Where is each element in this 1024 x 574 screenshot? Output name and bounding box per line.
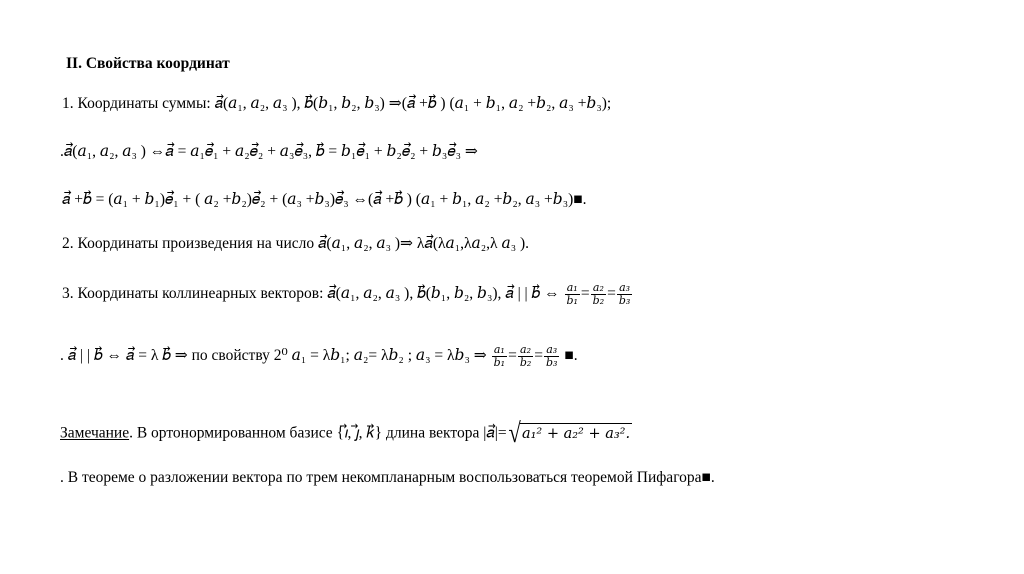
property-3-text: 3. Координаты коллинеарных векторов: 𝑎⃗(𝑎₁, 𝑎₂, 𝑎₃ ), 𝑏⃗(𝑏₁, 𝑏₂, 𝑏₃), 𝑎⃗ | | 𝑏⃗ ⇔ xyxy=(62,285,564,303)
remark-text: . В ортонормированном базисе {𝚤⃗, 𝚥⃗, 𝑘⃗} длина вектора |𝑎⃗|= xyxy=(129,424,507,442)
proof-1-line-1 xyxy=(60,142,478,162)
equals-sign: = xyxy=(534,347,544,365)
proof-1-text: .𝑎⃗(𝑎₁, 𝑎₂, 𝑎₃ ) ⇔𝑎⃗ = 𝑎₁𝑒⃗₁ + 𝑎₂𝑒⃗₂ + 𝑎₃𝑒⃗₃, 𝑏⃗ = 𝑏₁𝑒⃗₁ + 𝑏₂𝑒⃗₂ + 𝑏₃𝑒⃗₃ ⇒ xyxy=(60,143,478,160)
proof-1-line-2: 𝑎⃗ +𝑏⃗ = (𝑎₁ + 𝑏₁)𝑒⃗₁ + ( 𝑎₂ +𝑏₂)𝑒⃗₂ + (𝑎₃ +𝑏₃)𝑒⃗₃ ⇔(𝑎⃗ +𝑏⃗ ) (𝑎₁ + 𝑏₁, 𝑎₂ +𝑏₂, 𝑎₃ +𝑏₃)■. xyxy=(62,191,587,208)
property-1-sum: 1. Координаты суммы: 𝑎⃗(𝑎₁, 𝑎₂, 𝑎₃ ), 𝑏⃗(𝑏₁, 𝑏₂, 𝑏₃) ⇒(𝑎⃗ +𝑏⃗ ) (𝑎₁ + 𝑏₁, 𝑎₂ +𝑏₂, 𝑎₃ +𝑏₃); xyxy=(62,95,612,112)
fraction-2: $\frac{\text{a₂}}{\text{b₂}}$ xyxy=(592,281,605,307)
fraction-1: $\frac{\text{a₁}}{\text{b₁}}$ xyxy=(493,343,506,369)
radicand: 𝑎₁² + 𝑎₂² + 𝑎₃². xyxy=(520,423,632,444)
square-root xyxy=(507,420,633,448)
fraction-1: $\frac{\text{a₁}}{\text{b₁}}$ xyxy=(566,281,578,307)
section-heading: II. Свойства координат xyxy=(66,55,230,72)
fraction-2: $\frac{\text{a₂}}{\text{b₂}}$ xyxy=(519,343,532,369)
remark-line xyxy=(60,420,632,448)
remark-label: Замечание xyxy=(60,424,130,442)
fraction-3: $\frac{\text{a₃}}{\text{b₃}}$ xyxy=(618,281,631,307)
proof-3-line xyxy=(60,344,578,369)
equals-sign: = xyxy=(580,285,590,303)
remark-proof-text: . В теореме о разложении вектора по трем некомпланарным воспользоваться теоремой Пифагора■. xyxy=(60,469,715,486)
fraction-3: $\frac{\text{a₃}}{\text{b₃}}$ xyxy=(546,343,558,369)
equals-sign: = xyxy=(607,285,616,303)
radical-sign-icon: √ xyxy=(508,418,521,449)
proof-3-end: ■. xyxy=(560,347,578,365)
equals-sign: = xyxy=(508,347,517,365)
remark-proof-line xyxy=(60,468,715,488)
property-3-collinear xyxy=(62,282,633,307)
property-2-product: 2. Координаты произведения на число 𝑎⃗(𝑎₁, 𝑎₂, 𝑎₃ )⇒ λ𝑎⃗(λ𝑎₁,λ𝑎₂,λ 𝑎₃ ). xyxy=(62,235,530,252)
proof-3-text: . 𝑎⃗ | | 𝑏⃗ ⇔ 𝑎⃗ = λ 𝑏⃗ ⇒ по свойству 2⁰ 𝑎₁ = λ𝑏₁; 𝑎₂= λ𝑏₂ ; 𝑎₃ = λ𝑏₃ ⇒ xyxy=(60,347,491,365)
